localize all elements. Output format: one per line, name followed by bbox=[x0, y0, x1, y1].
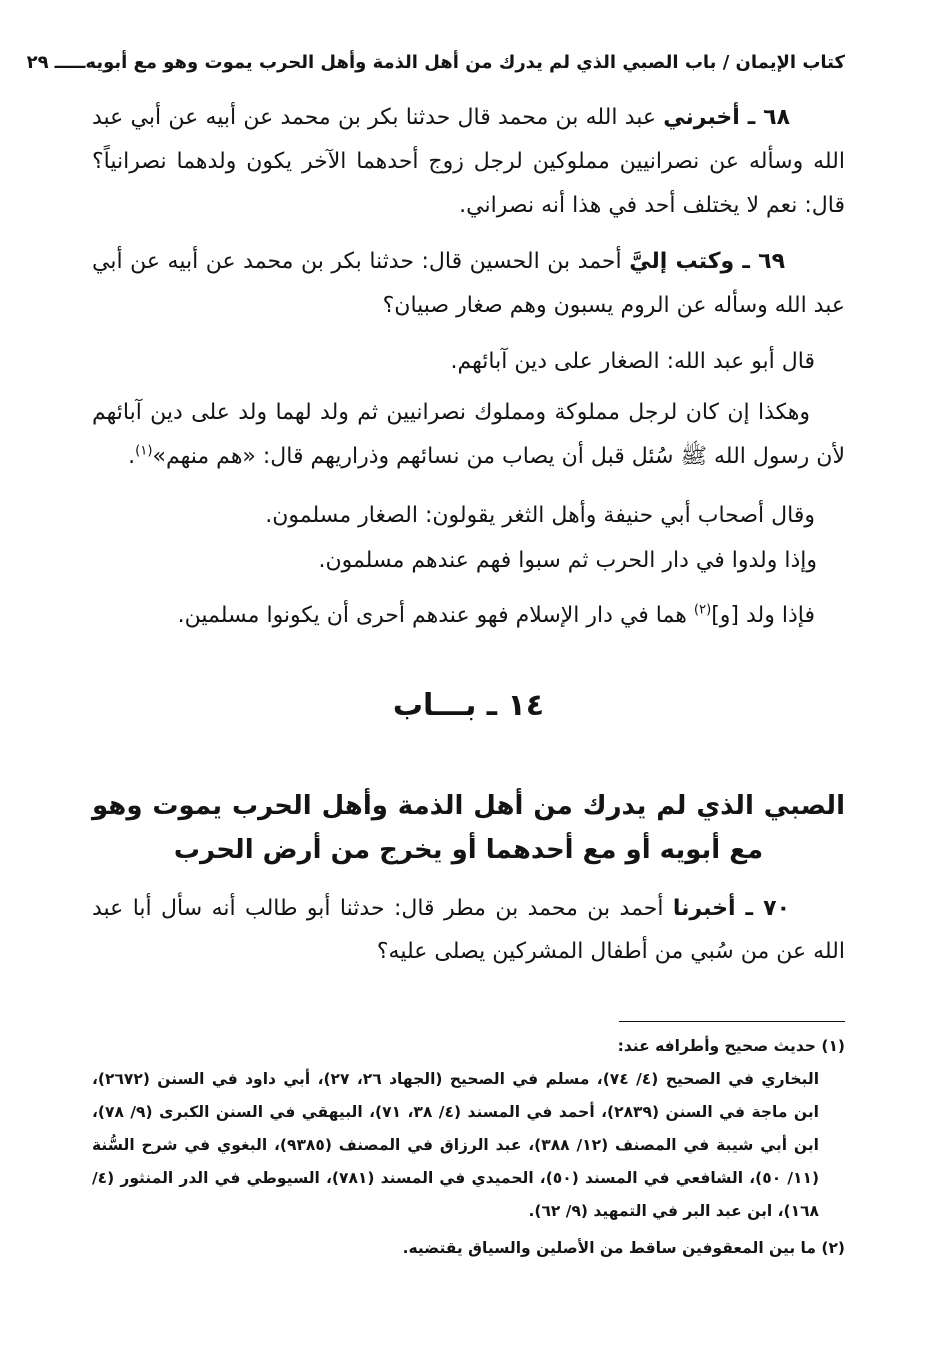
section-heading: ١٤ ـ بـــاب bbox=[392, 688, 545, 723]
paragraph-69-lead: ٦٩ ـ وكتب إليَّ bbox=[629, 249, 786, 274]
page-content bbox=[26, 44, 845, 1265]
footnote-1-heading bbox=[92, 1030, 845, 1063]
header-dash: ـــــ bbox=[54, 51, 86, 73]
paragraph-faidha-after: هما في دار الإسلام فهو عندهم أحرى أن يكونوا مسلمين. bbox=[177, 603, 694, 628]
footnote-divider bbox=[619, 1021, 845, 1022]
paragraph-70-lead: ٧٠ ـ أخبرنا bbox=[672, 896, 791, 921]
running-header bbox=[26, 44, 845, 80]
paragraph-68 bbox=[92, 96, 845, 228]
paragraph-wahakadha-end: . bbox=[128, 444, 136, 469]
paragraph-68-lead: ٦٨ ـ أخبرني bbox=[663, 105, 791, 130]
footnote-2-number: (٢) bbox=[821, 1239, 845, 1257]
footnote-1-intro: حديث صحيح وأطرافه عند: bbox=[617, 1037, 822, 1055]
paragraph-faidha bbox=[92, 594, 845, 638]
paragraph-68-text: عبد الله بن محمد قال حدثنا بكر بن محمد عن أبيه عن أبي عبد الله وسأله عن نصرانيين مملوكين لرجل زوج أحدهما الآخر يكون ولدهما نصرانياً؟ قال: نعم لا يختلف أحد في هذا أنه نصراني. bbox=[92, 105, 845, 218]
paragraph-70-text: أحمد بن محمد بن مطر قال: حدثنا أبو طالب أنه سأل أبا عبد الله عن من سُبي من أطفال المشركين يصلى عليه؟ bbox=[92, 896, 845, 964]
footnote-2-text: ما بين المعقوفين ساقط من الأصلين والسياق يقتضيه. bbox=[402, 1239, 822, 1257]
footnote-1-number: (١) bbox=[821, 1037, 845, 1055]
page-number: ٢٩ bbox=[26, 51, 49, 73]
footnotes bbox=[92, 1030, 845, 1265]
chapter-title: الصبي الذي لم يدرك من أهل الذمة وأهل الحرب يموت وهو مع أبويه أو مع أحدهما أو يخرج من أرض الحرب bbox=[92, 791, 845, 865]
paragraph-wahakadha-text: وهكذا إن كان لرجل مملوكة ومملوك نصرانيين ثم ولد لهما ولد على دين آبائهم لأن رسول الله ﷺ سُئل قبل أن يصاب من نسائهم وذراريهم قال: «هم منهم» bbox=[92, 400, 845, 469]
footnote-1-body: البخاري في الصحيح (٤/ ٧٤)، مسلم في الصحيح (الجهاد ٢٦، ٢٧)، أبي داود في السنن (٢٦٧٢)، ابن ماجة في السنن (٢٨٣٩)، أحمد في المسند (٤/ ٣٨، ٧١)، البيهقي في السنن الكبرى (٩/ ٧٨)، ابن أبي شيبة في المصنف (١٢/ ٣٨٨)، عبد الرزاق في المصنف (٩٣٨٥)، البغوي في شرح السُّنة (١١/ ٥٠)، الشافعي في المسند (٥٠)، الحميدي في المسند (٧٨١)، السيوطي في الدر المنثور (٤/ ١٦٨)، ابن عبد البر في التمهيد (٩/ ٦٢). bbox=[92, 1070, 820, 1220]
footnote-2 bbox=[92, 1232, 845, 1265]
paragraph-qala: قال أبو عبد الله: الصغار على دين آبائهم. bbox=[450, 349, 815, 374]
page-number-group bbox=[27, 52, 86, 73]
running-header-title: كتاب الإيمان / باب الصبي الذي لم يدرك من أهل الذمة وأهل الحرب يموت وهو مع أبويه bbox=[85, 51, 845, 73]
paragraph-waidha: وإذا ولدوا في دار الحرب ثم سبوا فهم عندهم مسلمون. bbox=[318, 548, 817, 573]
paragraph-wahakadha bbox=[92, 391, 845, 479]
paragraph-69 bbox=[92, 240, 845, 328]
footnote-ref-1: (١) bbox=[135, 443, 153, 459]
paragraph-waqala: وقال أصحاب أبي حنيفة وأهل الثغر يقولون: الصغار مسلمون. bbox=[265, 503, 815, 528]
footnote-ref-2: (٢) bbox=[693, 602, 712, 618]
paragraph-faidha-before: فإذا ولد [و] bbox=[711, 603, 815, 628]
paragraph-70 bbox=[92, 887, 845, 973]
paragraph-69-text: أحمد بن الحسين قال: حدثنا بكر بن محمد عن أبيه عن أبي عبد الله وسأله عن الروم يسبون وهم صغار صبيان؟ bbox=[92, 249, 845, 318]
